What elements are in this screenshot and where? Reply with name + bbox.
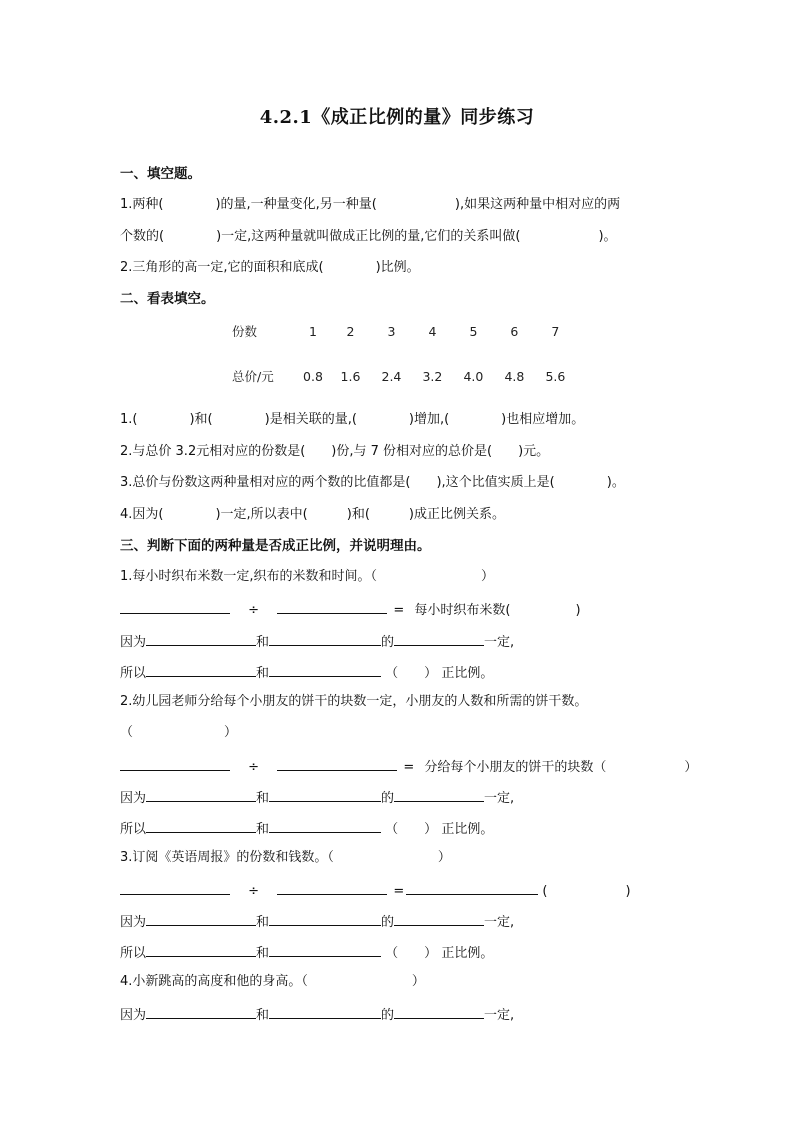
answer-blank[interactable]	[394, 1004, 484, 1019]
divide-sign: ÷	[248, 884, 260, 899]
answer-blank[interactable]	[394, 911, 484, 926]
of-label: 的	[381, 791, 395, 806]
fixed-label: 一定,	[484, 635, 515, 650]
s1-question-2: 2.三角形的高一定,它的面积和底成( )比例。	[120, 260, 420, 275]
s2-question-3: 3.总价与份数这两种量相对应的两个数的比值都是( ),这个比值实质上是( )。	[120, 475, 625, 490]
direct-proportion-label: 正比例。	[441, 666, 494, 681]
s2-question-1: 1.( )和( )是相关联的量,( )增加,( )也相应增加。	[120, 412, 585, 427]
so-label: 所以	[120, 946, 147, 961]
s3-q3-equation	[120, 880, 631, 901]
direct-proportion-label: 正比例。	[441, 946, 494, 961]
answer-blank[interactable]	[146, 787, 256, 802]
and-label: 和	[256, 822, 270, 837]
s3-q1-because-line	[120, 631, 514, 652]
answer-blank[interactable]	[146, 631, 256, 646]
s3-q1-equation	[120, 599, 581, 620]
s3-q4-because-line	[120, 1004, 514, 1025]
s3-q3-because-line	[120, 911, 514, 932]
s3-q2-so-line	[120, 818, 493, 839]
answer-paren[interactable]: （ ）	[385, 666, 438, 681]
answer-blank[interactable]	[146, 1004, 256, 1019]
table-cell: 7	[551, 324, 560, 339]
answer-blank[interactable]	[269, 911, 381, 926]
answer-blank[interactable]	[146, 942, 256, 957]
answer-blank[interactable]	[269, 662, 381, 677]
equals-sign: =	[393, 884, 405, 899]
table-cell: 4.8	[504, 369, 525, 384]
page-title: 4.2.1《成正比例的量》同步练习	[259, 107, 535, 128]
table-cell: 2.4	[381, 369, 402, 384]
section-3-heading: 三、判断下面的两种量是否成正比例，并说明理由。	[120, 538, 431, 554]
because-label: 因为	[120, 1008, 147, 1023]
because-label: 因为	[120, 915, 147, 930]
answer-paren[interactable]: （ ）	[385, 946, 438, 961]
table-cell: 3.2	[422, 369, 443, 384]
fixed-label: 一定,	[484, 915, 515, 930]
table-cell: 5	[469, 324, 478, 339]
answer-blank[interactable]	[269, 631, 381, 646]
answer-blank[interactable]	[120, 756, 230, 771]
answer-blank[interactable]	[394, 631, 484, 646]
and-label: 和	[256, 1008, 270, 1023]
answer-blank[interactable]	[146, 818, 256, 833]
table-cell: 4	[428, 324, 437, 339]
answer-blank[interactable]	[146, 662, 256, 677]
fixed-label: 一定,	[484, 791, 515, 806]
answer-blank[interactable]	[406, 880, 538, 895]
answer-blank[interactable]	[269, 787, 381, 802]
s2-question-2: 2.与总价 3.2元相对应的份数是( )份,与 7 份相对应的总价是( )元。	[120, 444, 550, 459]
and-label: 和	[256, 635, 270, 650]
so-label: 所以	[120, 666, 147, 681]
of-label: 的	[381, 915, 395, 930]
section-1-heading: 一、填空题。	[120, 166, 201, 182]
s3-question-4: 4.小新跳高的高度和他的身高。（ ）	[120, 974, 425, 989]
answer-blank[interactable]	[269, 942, 381, 957]
table-cell: 0.8	[303, 369, 323, 384]
answer-blank[interactable]	[277, 756, 397, 771]
table-cell: 5.6	[545, 369, 566, 384]
s3-question-3: 3.订阅《英语周报》的份数和钱数。（ ）	[120, 850, 451, 865]
table-row-label: 总价/元	[232, 369, 274, 384]
and-label: 和	[256, 666, 270, 681]
of-label: 的	[381, 635, 395, 650]
answer-blank[interactable]	[269, 1004, 381, 1019]
answer-paren[interactable]: （ ）	[385, 822, 438, 837]
s3-q2-because-line	[120, 787, 514, 808]
table-cell: 6	[510, 324, 519, 339]
answer-blank[interactable]	[277, 599, 387, 614]
fixed-label: 一定,	[484, 1008, 515, 1023]
s3-q3-so-line	[120, 942, 493, 963]
s3-q1-so-line	[120, 662, 493, 683]
and-label: 和	[256, 946, 270, 961]
answer-blank[interactable]	[120, 880, 230, 895]
s1-question-1-line-1: 1.两种( )的量,一种量变化,另一种量( ),如果这两种量中相对应的两	[120, 197, 621, 212]
s3-question-2-line-2: （ ）	[120, 725, 238, 740]
equation-result-label: 每小时织布米数( )	[414, 603, 581, 618]
section-2-heading: 二、看表填空。	[120, 291, 215, 307]
divide-sign: ÷	[248, 603, 260, 618]
table-row-label: 份数	[232, 324, 258, 339]
answer-blank[interactable]	[277, 880, 387, 895]
table-cell: 1.6	[340, 369, 361, 384]
equals-sign: =	[403, 760, 415, 775]
and-label: 和	[256, 791, 270, 806]
equals-sign: =	[393, 603, 405, 618]
table-cell: 1	[309, 324, 317, 339]
s3-question-2-line-1: 2.幼儿园老师分给每个小朋友的饼干的块数一定，小朋友的人数和所需的饼干数。	[120, 694, 588, 709]
and-label: 和	[256, 915, 270, 930]
table-cell: 2	[346, 324, 355, 339]
divide-sign: ÷	[248, 760, 260, 775]
equation-result-label: 分给每个小朋友的饼干的块数（ ）	[424, 760, 698, 775]
s1-question-1-line-2: 个数的( )一定,这两种量就叫做成正比例的量,它们的关系叫做( )。	[120, 229, 617, 244]
answer-blank[interactable]	[394, 787, 484, 802]
answer-blank[interactable]	[120, 599, 230, 614]
answer-blank[interactable]	[269, 818, 381, 833]
table-row-total-price	[232, 367, 574, 385]
answer-blank[interactable]	[146, 911, 256, 926]
table-row-quantity	[232, 322, 574, 340]
s3-question-1: 1.每小时织布米数一定,织布的米数和时间。（ ）	[120, 569, 495, 584]
direct-proportion-label: 正比例。	[441, 822, 494, 837]
table-cell: 4.0	[463, 369, 484, 384]
equation-result-label: ( )	[542, 884, 631, 899]
because-label: 因为	[120, 791, 147, 806]
s3-q2-equation	[120, 756, 697, 777]
table-cell: 3	[387, 324, 396, 339]
of-label: 的	[381, 1008, 395, 1023]
so-label: 所以	[120, 822, 147, 837]
because-label: 因为	[120, 635, 147, 650]
s2-question-4: 4.因为( )一定,所以表中( )和( )成正比例关系。	[120, 507, 505, 522]
